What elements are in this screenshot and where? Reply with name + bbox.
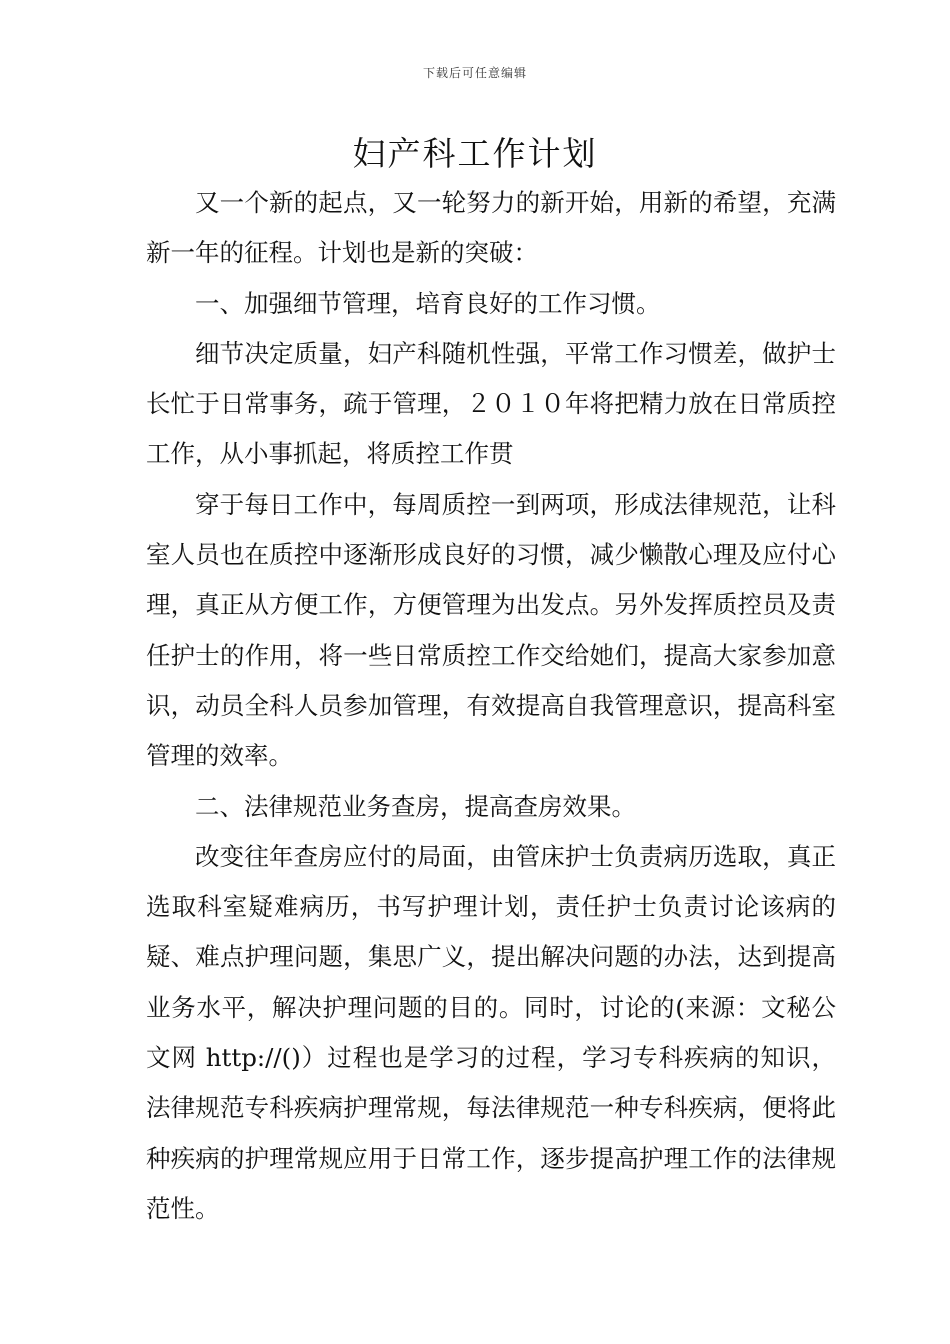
document-body — [146, 178, 836, 1234]
paragraph-rounds: 改变往年查房应付的局面，由管床护士负责病历选取，真正选取科室疑难病历，书写护理计划，责任护士负责讨论该病的疑、难点护理问题，集思广义，提出解决问题的办法，达到提高业务水平，解决护理问题的目的。同时，讨论的(来源：文秘公文网 http://()）过程也是学习的过程，学习专科疾病的知识，法律规范专科疾病护理常规，每法律规范一种专科疾病，便将此种疾病的护理常规应用于日常工作，逐步提高护理工作的法律规范性。 — [146, 841, 836, 1223]
section-heading-1: 一、加强细节管理，培育良好的工作习惯。 — [195, 288, 661, 318]
header-note: 下载后可任意编辑 — [422, 66, 527, 80]
section-heading-2: 二、法律规范业务查房，提高查房效果。 — [195, 791, 636, 821]
paragraph-intro: 又一个新的起点，又一轮努力的新开始，用新的希望，充满新一年的征程。计划也是新的突破： — [146, 188, 836, 268]
paragraph-details-2: 穿于每日工作中，每周质控一到两项，形成法律规范，让科室人员也在质控中逐渐形成良好的习惯，减少懒散心理及应付心理，真正从方便工作，方便管理为出发点。另外发挥质控员及责任护士的作用，将一些日常质控工作交给她们，提高大家参加意识，动员全科人员参加管理，有效提高自我管理意识，提高科室管理的效率。 — [146, 489, 836, 771]
paragraph-details-1: 细节决定质量，妇产科随机性强，平常工作习惯差，做护士长忙于日常事务，疏于管理，２０１０年将把精力放在日常质控工作，从小事抓起，将质控工作贯 — [146, 338, 836, 469]
document-title: 妇产科工作计划 — [352, 134, 598, 173]
